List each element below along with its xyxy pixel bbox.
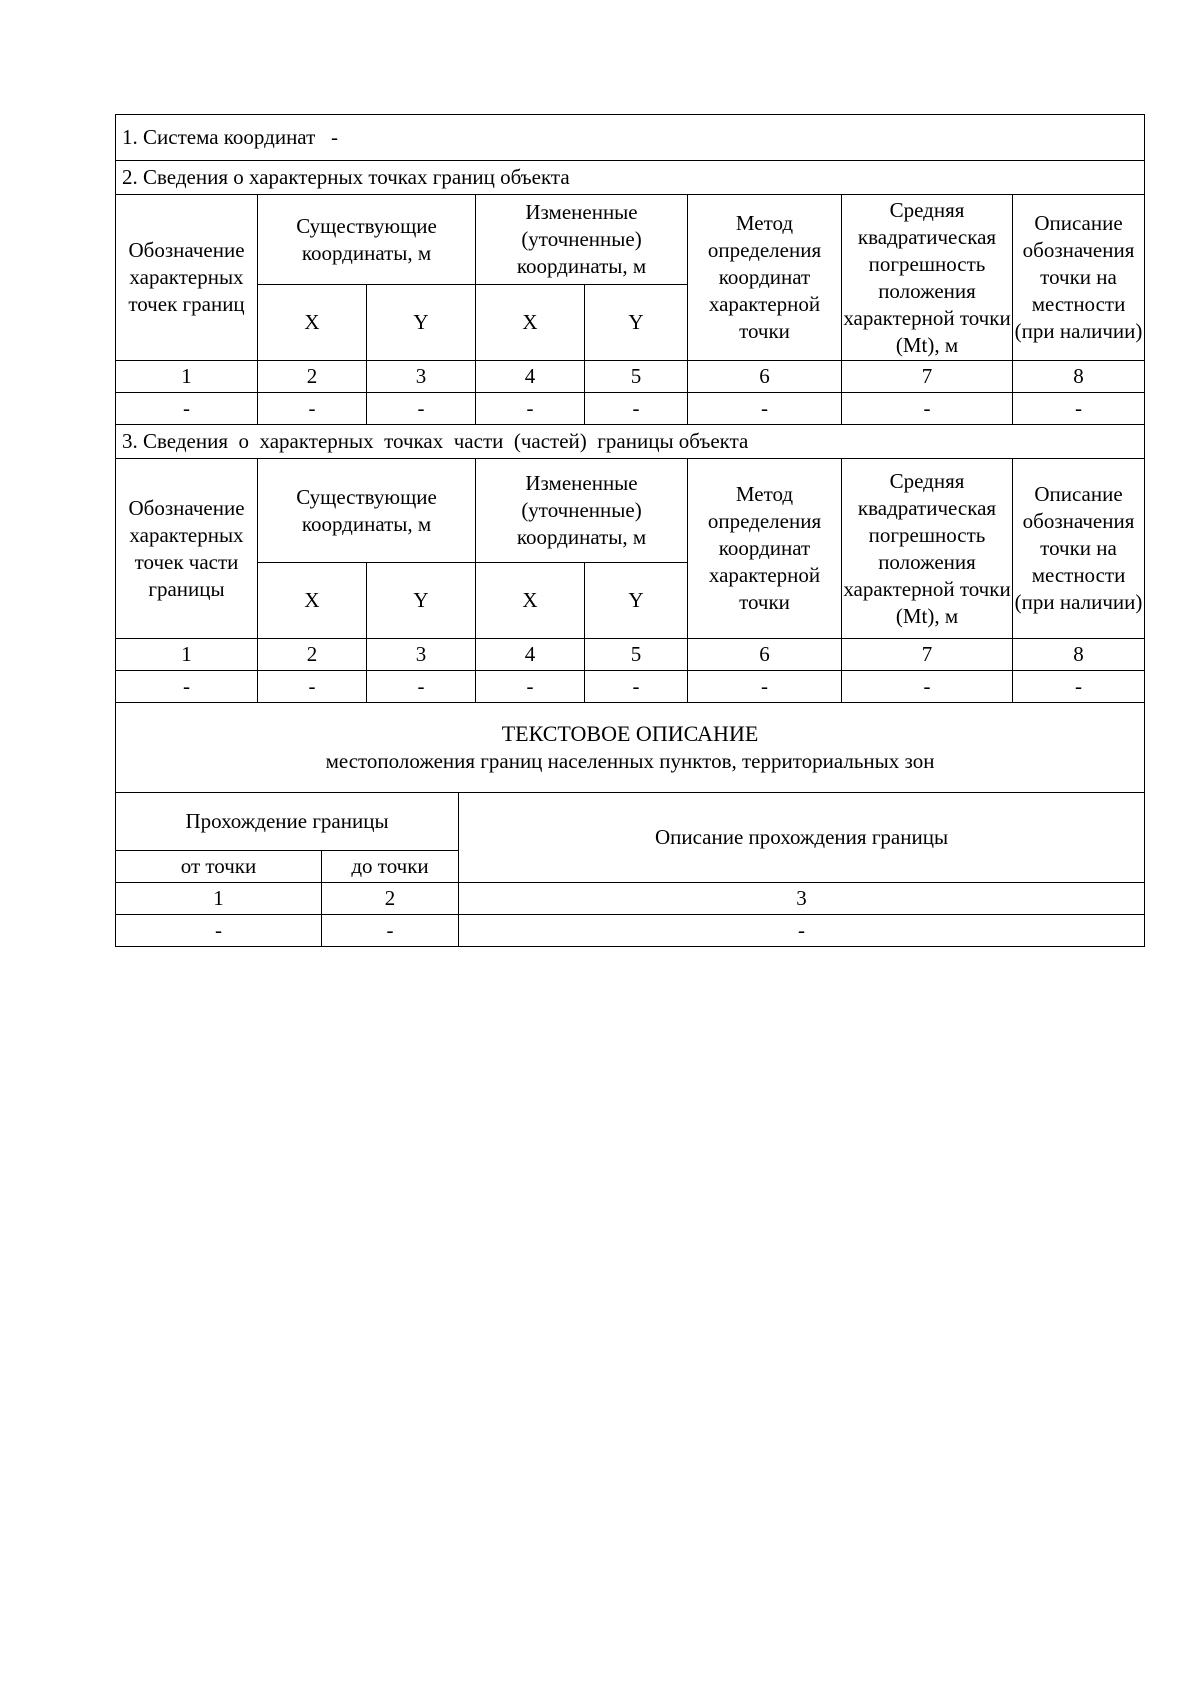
s2-num-3: 3 xyxy=(367,361,476,393)
section3-title-row xyxy=(116,425,1145,459)
coordinate-system-label: 1. Система координат xyxy=(122,125,316,149)
section2-number-row xyxy=(116,361,1145,393)
s3-num-6: 6 xyxy=(688,639,842,671)
s3-existing-x: X xyxy=(258,563,367,639)
s2-col-method: Метод определения координат характерной точки xyxy=(688,195,842,361)
s3-col-description: Описание обозначения точки на местности (при наличии) xyxy=(1013,459,1145,639)
s2-cell-3: - xyxy=(367,393,476,425)
s3-col-designation: Обозначение характерных точек части границы xyxy=(116,459,258,639)
s3-cell-6: - xyxy=(688,671,842,703)
passage-num-2: 2 xyxy=(322,882,459,914)
s3-cell-3: - xyxy=(367,671,476,703)
s3-num-1: 1 xyxy=(116,639,258,671)
s3-col-method: Метод определения координат характерной точки xyxy=(688,459,842,639)
section2-data-row xyxy=(116,393,1145,425)
s2-num-5: 5 xyxy=(585,361,688,393)
s2-col-description: Описание обозначения точки на местности (при наличии) xyxy=(1013,195,1145,361)
text-description-subtitle: местоположения границ населенных пунктов, территориальных зон xyxy=(325,749,935,773)
s3-num-5: 5 xyxy=(585,639,688,671)
section1-row xyxy=(116,115,1145,161)
section2-header-row xyxy=(116,195,1145,285)
s2-cell-1: - xyxy=(116,393,258,425)
s2-num-1: 1 xyxy=(116,361,258,393)
boundary-passage-table xyxy=(115,792,1145,947)
text-description-title-cell xyxy=(116,703,1145,793)
s3-cell-4: - xyxy=(476,671,585,703)
coordinate-system-value: - xyxy=(331,125,339,149)
s3-num-2: 2 xyxy=(258,639,367,671)
document-sheet xyxy=(115,114,1144,947)
s3-num-8: 8 xyxy=(1013,639,1145,671)
text-description-title-row xyxy=(116,703,1145,793)
s2-col-error: Средняя квадратическая погрешность положения характерной точки (Mt), м xyxy=(842,195,1013,361)
s2-col-designation: Обозначение характерных точек границ xyxy=(116,195,258,361)
s2-num-7: 7 xyxy=(842,361,1013,393)
section3-number-row xyxy=(116,639,1145,671)
text-description-title: ТЕКСТОВОЕ ОПИСАНИЕ xyxy=(501,721,759,746)
s3-col-existing: Существующие координаты, м xyxy=(258,459,476,563)
col-passage: Прохождение границы xyxy=(116,792,459,850)
s3-num-4: 4 xyxy=(476,639,585,671)
s2-changed-x: X xyxy=(476,285,585,361)
section2-title-row xyxy=(116,161,1145,195)
s2-col-existing: Существующие координаты, м xyxy=(258,195,476,285)
s2-cell-5: - xyxy=(585,393,688,425)
s2-cell-4: - xyxy=(476,393,585,425)
s2-col-changed: Измененные (уточненные) координаты, м xyxy=(476,195,688,285)
passage-num-1: 1 xyxy=(116,882,322,914)
s2-existing-x: X xyxy=(258,285,367,361)
s3-num-3: 3 xyxy=(367,639,476,671)
col-to-point: до точки xyxy=(322,850,459,882)
s3-cell-2: - xyxy=(258,671,367,703)
s3-num-7: 7 xyxy=(842,639,1013,671)
s3-existing-y: Y xyxy=(367,563,476,639)
passage-cell-2: - xyxy=(322,914,459,946)
col-from-point: от точки xyxy=(116,850,322,882)
s3-changed-x: X xyxy=(476,563,585,639)
s2-cell-7: - xyxy=(842,393,1013,425)
s3-cell-5: - xyxy=(585,671,688,703)
s2-num-8: 8 xyxy=(1013,361,1145,393)
passage-num-3: 3 xyxy=(459,882,1145,914)
s3-changed-y: Y xyxy=(585,563,688,639)
s3-col-error: Средняя квадратическая погрешность положения характерной точки (Mt), м xyxy=(842,459,1013,639)
s3-col-changed: Измененные (уточненные) координаты, м xyxy=(476,459,688,563)
s3-cell-1: - xyxy=(116,671,258,703)
section3-data-row xyxy=(116,671,1145,703)
col-passage-description: Описание прохождения границы xyxy=(459,792,1145,882)
s2-num-6: 6 xyxy=(688,361,842,393)
s2-cell-8: - xyxy=(1013,393,1145,425)
section3-title: 3. Сведения о характерных точках части (частей) границы объекта xyxy=(116,425,1145,459)
passage-data-row xyxy=(116,914,1145,946)
s2-cell-6: - xyxy=(688,393,842,425)
s3-cell-8: - xyxy=(1013,671,1145,703)
passage-cell-1: - xyxy=(116,914,322,946)
s2-num-4: 4 xyxy=(476,361,585,393)
s2-changed-y: Y xyxy=(585,285,688,361)
coordinate-system-cell xyxy=(116,115,1145,161)
s2-num-2: 2 xyxy=(258,361,367,393)
passage-header-row xyxy=(116,792,1145,850)
s2-existing-y: Y xyxy=(367,285,476,361)
section3-header-row xyxy=(116,459,1145,563)
passage-number-row xyxy=(116,882,1145,914)
coordinates-table xyxy=(115,114,1145,793)
section2-title: 2. Сведения о характерных точках границ объекта xyxy=(116,161,1145,195)
passage-cell-3: - xyxy=(459,914,1145,946)
s3-cell-7: - xyxy=(842,671,1013,703)
s2-cell-2: - xyxy=(258,393,367,425)
